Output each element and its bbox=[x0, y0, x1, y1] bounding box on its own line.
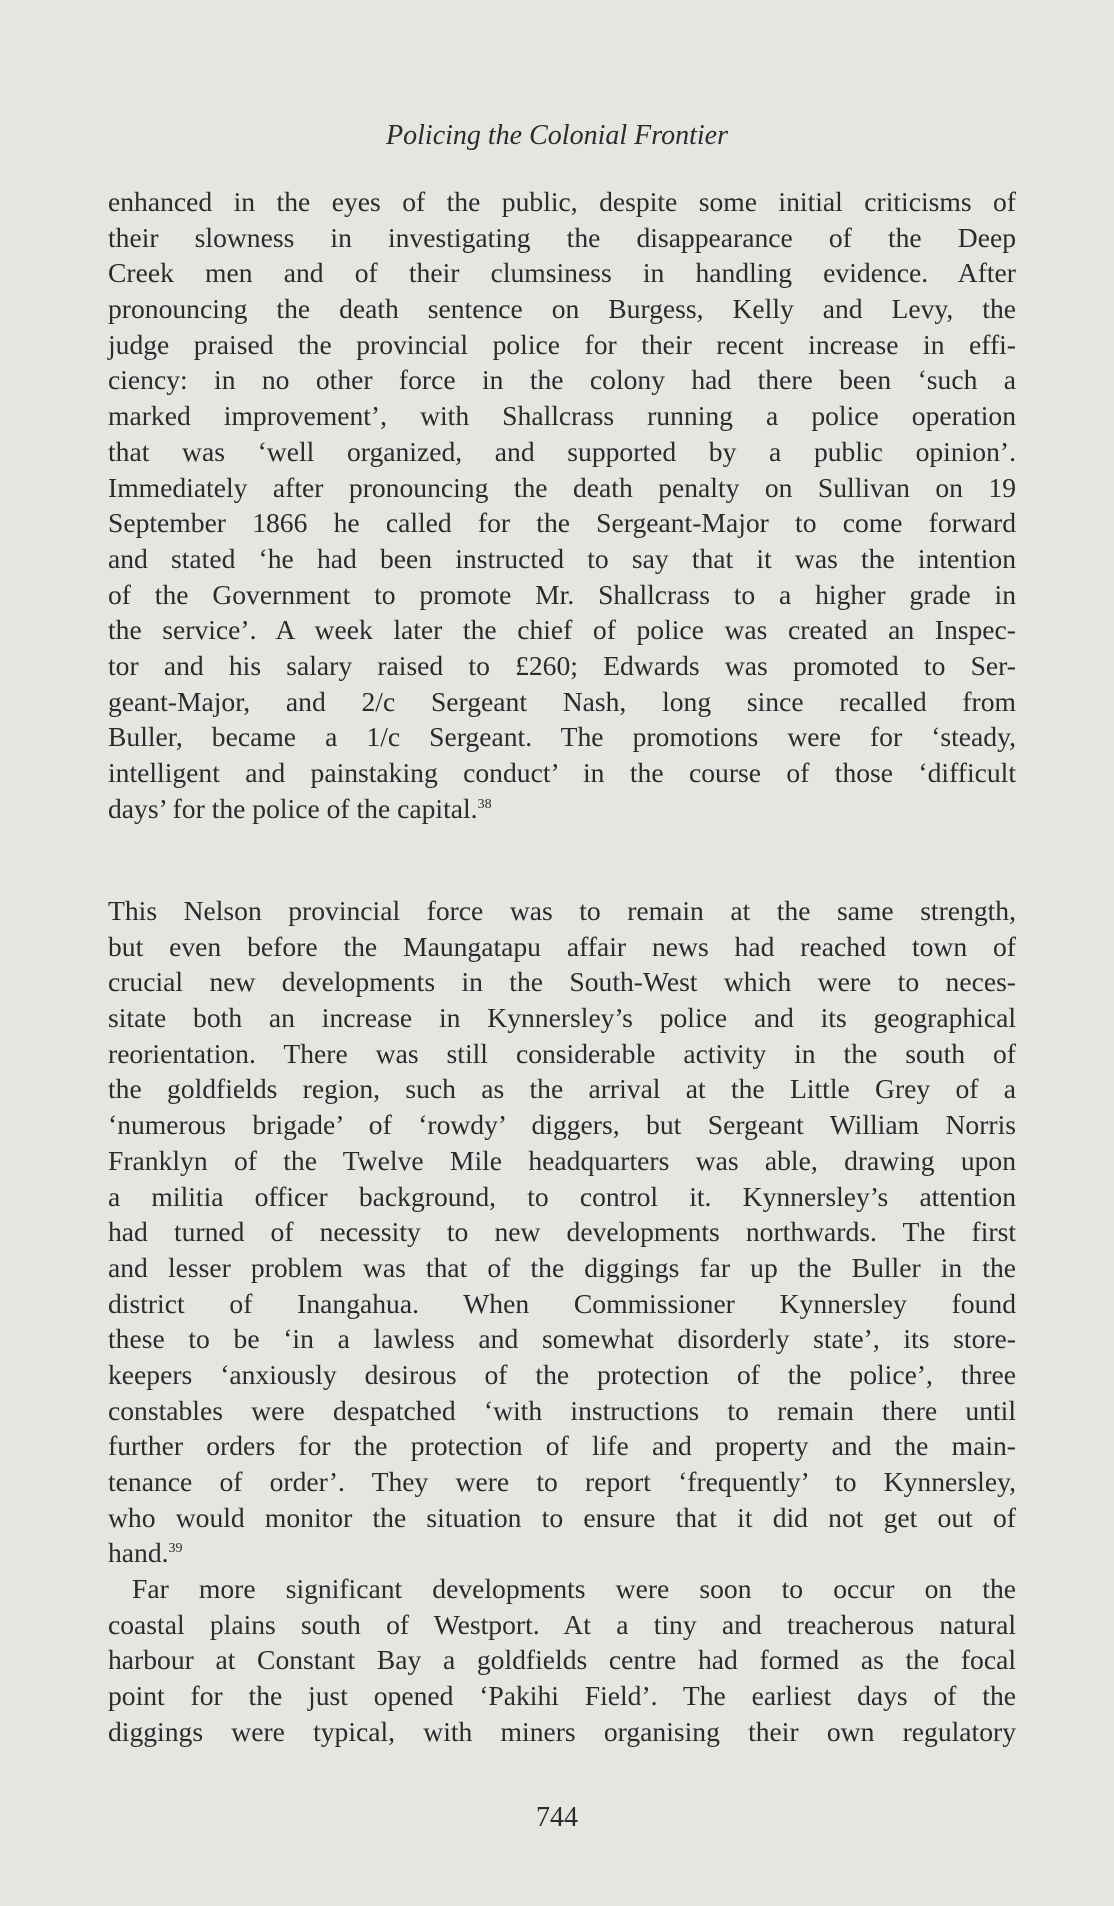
text-line: ciency: in no other force in the colony had there been ‘such a bbox=[108, 364, 1016, 396]
text-line: marked improvement’, with Shallcrass running a police operation bbox=[108, 400, 1016, 432]
paragraph-2 bbox=[108, 893, 1016, 1571]
text-line: enhanced in the eyes of the public, despite some initial criticisms of bbox=[108, 186, 1016, 217]
text-line: Immediately after pronouncing the death penalty on Sullivan on 19 bbox=[108, 471, 1016, 503]
text-line: point for the just opened ‘Pakihi Field’. The earliest days of the bbox=[108, 1680, 1016, 1712]
text-line: further orders for the protection of life and property and the main- bbox=[108, 1430, 1016, 1462]
text-line-content: days’ for the police of the capital. bbox=[108, 792, 478, 824]
footnote-reference: 38 bbox=[477, 796, 492, 812]
text-line: diggings were typical, with miners organising their own regulatory bbox=[108, 1715, 1016, 1747]
text-line-content: hand. bbox=[108, 1537, 169, 1569]
text-line: that was ‘well organized, and supported by a public opinion’. bbox=[108, 435, 1016, 467]
text-line: reorientation. There was still considerable activity in the south of bbox=[108, 1037, 1016, 1069]
text-line: pronouncing the death sentence on Burgess, Kelly and Levy, the bbox=[108, 293, 1016, 325]
text-line: crucial new developments in the South-West which were to neces- bbox=[108, 966, 1016, 998]
text-line: constables were despatched ‘with instructions to remain there until bbox=[108, 1394, 1016, 1426]
text-line: the goldfields region, such as the arrival at the Little Grey of a bbox=[108, 1073, 1016, 1105]
paragraph-3 bbox=[108, 1571, 1016, 1749]
text-line: sitate both an increase in Kynnersley’s police and its geographical bbox=[108, 1002, 1016, 1034]
text-line: harbour at Constant Bay a goldfields centre had formed as the focal bbox=[108, 1644, 1016, 1676]
text-line: had turned of necessity to new developments northwards. The first bbox=[108, 1216, 1016, 1248]
text-line: these to be ‘in a lawless and somewhat disorderly state’, its store- bbox=[108, 1323, 1016, 1355]
text-line: Far more significant developments were soon to occur on the bbox=[132, 1573, 1016, 1604]
text-line bbox=[108, 1535, 1016, 1571]
text-line: and lesser problem was that of the diggings far up the Buller in the bbox=[108, 1251, 1016, 1283]
text-line: ‘numerous brigade’ of ‘rowdy’ diggers, but Sergeant William Norris bbox=[108, 1109, 1016, 1141]
text-line: who would monitor the situation to ensure that it did not get out of bbox=[108, 1501, 1016, 1533]
text-line: their slowness in investigating the disappearance of the Deep bbox=[108, 221, 1016, 253]
text-line: keepers ‘anxiously desirous of the protection of the police’, three bbox=[108, 1358, 1016, 1390]
text-line: intelligent and painstaking conduct’ in the course of those ‘difficult bbox=[108, 757, 1016, 788]
text-line: tor and his salary raised to £260; Edwards was promoted to Ser- bbox=[108, 649, 1016, 681]
text-line: tenance of order’. They were to report ‘frequently’ to Kynnersley, bbox=[108, 1466, 1016, 1497]
footnote-reference: 39 bbox=[168, 1541, 183, 1557]
text-line: Creek men and of their clumsiness in handling evidence. After bbox=[108, 257, 1016, 289]
text-line: a militia officer background, to control it. Kynnersley’s attention bbox=[108, 1180, 1016, 1212]
page-number: 744 bbox=[536, 1802, 578, 1833]
text-line: Buller, became a 1/c Sergeant. The promotions were for ‘steady, bbox=[108, 721, 1016, 753]
text-line: geant-Major, and 2/c Sergeant Nash, long since recalled from bbox=[108, 685, 1016, 717]
text-line: and stated ‘he had been instructed to say that it was the intention bbox=[108, 542, 1016, 574]
text-line: This Nelson provincial force was to remain at the same strength, bbox=[108, 895, 1016, 926]
text-line: judge praised the provincial police for their recent increase in effi- bbox=[108, 328, 1016, 360]
text-line: district of Inangahua. When Commissioner Kynnersley found bbox=[108, 1287, 1016, 1319]
text-line: but even before the Maungatapu affair news had reached town of bbox=[108, 930, 1016, 962]
text-line bbox=[108, 791, 1016, 827]
text-line: September 1866 he called for the Sergeant-Major to come forward bbox=[108, 507, 1016, 539]
text-line: coastal plains south of Westport. At a tiny and treacherous natural bbox=[108, 1608, 1016, 1640]
text-line: Franklyn of the Twelve Mile headquarters was able, drawing upon bbox=[108, 1144, 1016, 1176]
text-line: of the Government to promote Mr. Shallcrass to a higher grade in bbox=[108, 578, 1016, 610]
text-line: the service’. A week later the chief of police was created an Inspec- bbox=[108, 614, 1016, 646]
paragraph-1 bbox=[108, 184, 1016, 826]
running-head: Policing the Colonial Frontier bbox=[386, 120, 728, 151]
